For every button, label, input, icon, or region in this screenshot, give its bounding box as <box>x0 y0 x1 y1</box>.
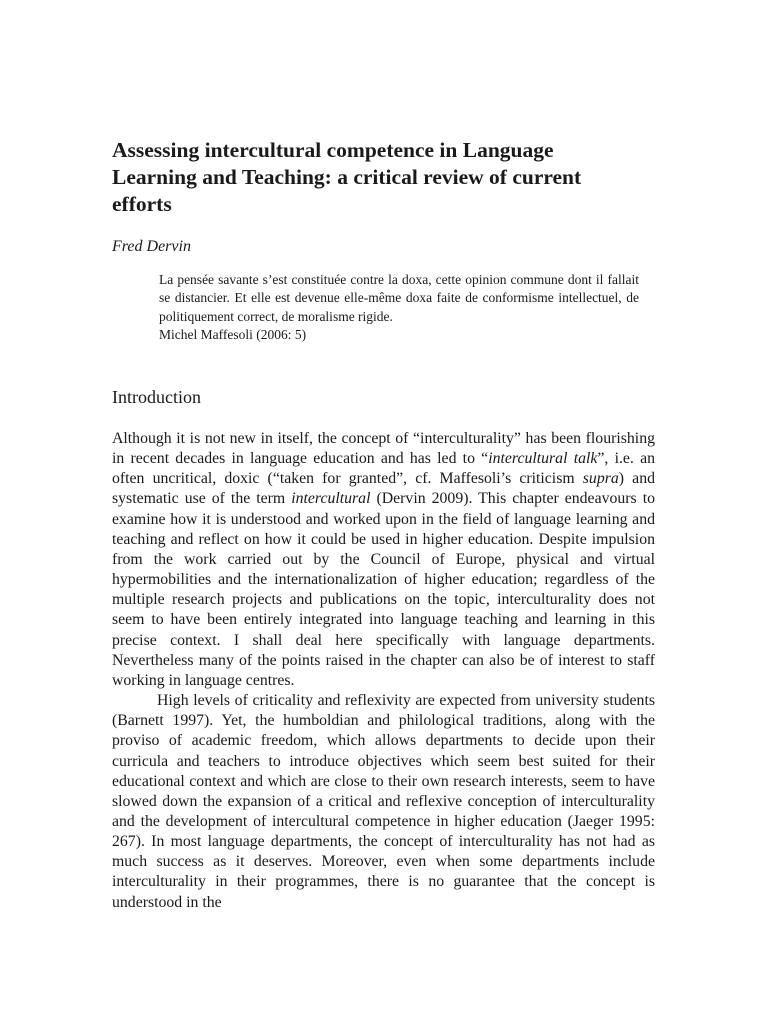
paragraph-text-segment: ) and systematic use of the term <box>112 470 655 508</box>
paragraph-text-segment: Although it is not new in itself, the concept of “interculturality” has been flourishing in recent decades in language education and has led to “ <box>112 430 655 468</box>
epigraph <box>159 271 639 344</box>
author-name: Fred Dervin <box>112 238 191 255</box>
paragraph-italic-term: intercultural <box>291 490 371 508</box>
body-text <box>112 429 655 913</box>
section-heading-introduction: Introduction <box>112 387 201 407</box>
paragraph-text-segment: (Dervin 2009). This chapter endeavours to examine how it is understood and worked upon in the field of language learning and teaching and reflect on how it could be used in higher education. Despite impulsion from the work carried out by the Council of Europe, physical and virtual hypermobilities and the internationalization of higher education; regardless of the multiple research projects and publications on the topic, interculturality does not seem to have been entirely integrated into language teaching and learning in this precise context. I shall deal here specifically with language departments. Nevertheless many of the points raised in the chapter can also be of interest to staff working in language centres. <box>112 490 655 689</box>
paragraph-text-segment: ”, i.e. an often uncritical, doxic (“taken for granted”, cf. Maffesoli’s criticism <box>112 450 655 488</box>
epigraph-quote: La pensée savante s’est constituée contre la doxa, cette opinion commune dont il fallait se distancier. Et elle est devenue elle-même doxa faite de conformisme intellectuel, de politiquement correct, de moralisme rigide. <box>159 272 639 324</box>
body-paragraph-1 <box>112 429 655 691</box>
epigraph-attribution: Michel Maffesoli (2006: 5) <box>159 326 307 342</box>
paragraph-italic-term: intercultural talk <box>488 450 598 468</box>
body-paragraph-2: High levels of criticality and reflexivity are expected from university students (Barnett 1997). Yet, the humboldian and philological traditions, along with the proviso of academic freedom, which allows departments to decide upon their curricula and teachers to introduce objectives which seem best suited for their educational context and which are close to their own research interests, seem to have slowed down the expansion of a critical and reflexive conception of interculturality and the development of intercultural competence in higher education (Jaeger 1995: 267). In most language departments, the concept of interculturality has not had as much success as it deserves. Moreover, even when some departments include interculturality in their programmes, there is no guarantee that the concept is understood in the <box>112 692 655 911</box>
paragraph-italic-term: supra <box>582 470 619 488</box>
paper-title: Assessing intercultural competence in Language Learning and Teaching: a critical review of current efforts <box>112 138 582 216</box>
